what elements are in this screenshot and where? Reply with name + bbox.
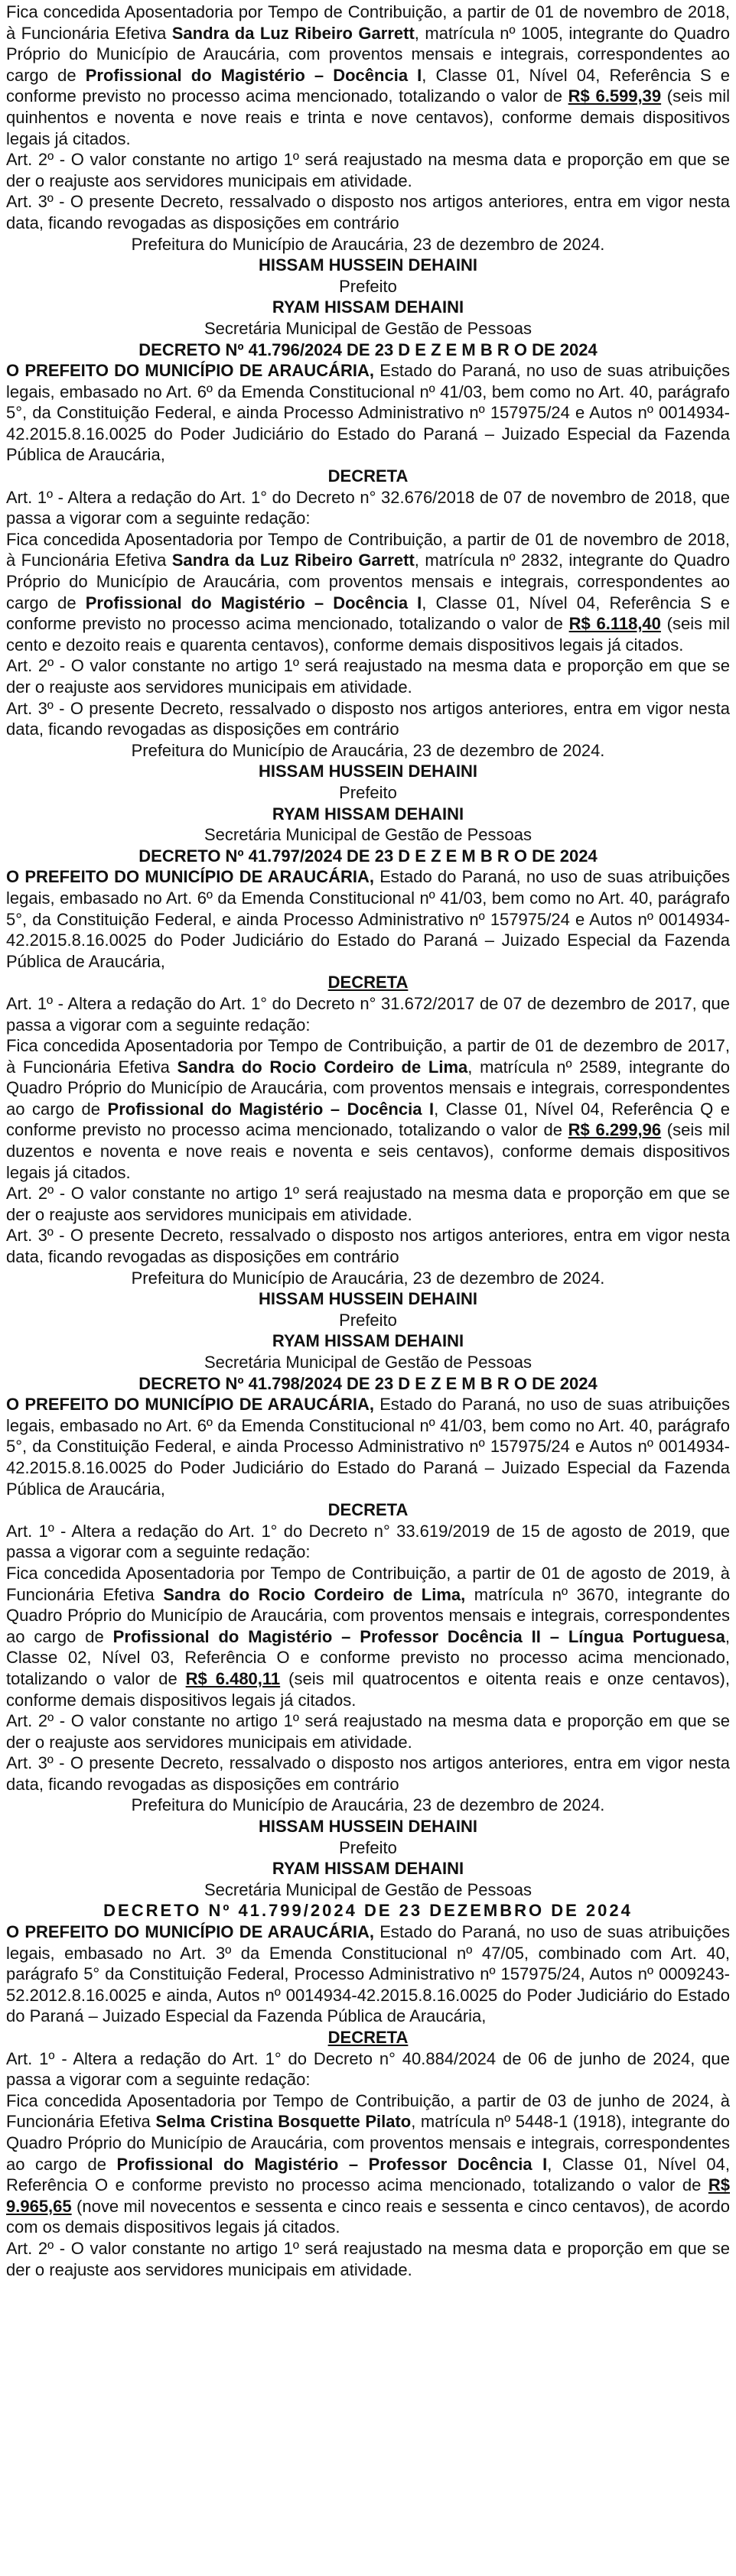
centered-line	[6, 1310, 730, 1331]
text-run: (seis mil quatrocentos e oitenta reais e onze centavos), conforme demais dispositivos legais já citados.	[6, 1668, 730, 1710]
text-run: Art. 3º - O presente Decreto, ressalvado o disposto nos artigos anteriores, entra em vigor nesta data, ficando revogadas as disposições em contrário	[6, 1753, 730, 1794]
text-run: , Classe 01, Nível 04, Referência S e conforme previsto no processo acima mencionado, totalizando o valor de	[6, 65, 731, 106]
text-run: Secretária Municipal de Gestão de Pessoas	[204, 1353, 532, 1372]
text-run: (nove mil novecentos e sessenta e cinco reais e sessenta e cinco centavos), de acordo com os demais dispositivos legais já citados.	[6, 2196, 730, 2237]
text-run: DECRETA	[327, 466, 409, 486]
paragraph	[6, 1563, 730, 1710]
text-run: HISSAM HUSSEIN DEHAINI	[258, 762, 478, 781]
paragraph	[6, 1921, 730, 2027]
text-run: Prefeito	[339, 1837, 397, 1857]
paragraph	[6, 866, 730, 972]
centered-line	[6, 740, 730, 762]
paragraph	[6, 529, 730, 656]
text-run: DECRETA	[327, 973, 409, 992]
text-run: HISSAM HUSSEIN DEHAINI	[258, 1289, 478, 1309]
text-run: RYAM HISSAM DEHAINI	[272, 1859, 464, 1879]
paragraph	[6, 2090, 730, 2238]
text-run: HISSAM HUSSEIN DEHAINI	[258, 1817, 478, 1837]
paragraph	[6, 1394, 730, 1499]
text-run: Fica concedida Aposentadoria por Tempo de Contribuição, a partir de 01 de dezembro de 2017, à Funcionária Efetiva	[6, 1036, 730, 1077]
centered-line	[6, 1795, 730, 1816]
centered-line	[6, 1352, 730, 1373]
text-run: DECRETO Nº 41.797/2024 DE 23 D E Z E M B R O DE 2024	[138, 846, 598, 866]
text-run: , Classe 01, Nível 04, Referência Q e conforme previsto no processo acima mencionado, totalizando o valor de	[6, 1099, 731, 1140]
text-run: Sandra da Luz Ribeiro Garrett	[171, 551, 415, 570]
text-run: Fica concedida Aposentadoria por Tempo de Contribuição, a partir de 01 de novembro de 2018, à Funcionária Efetiva	[6, 529, 730, 570]
text-run: , matrícula nº 2589, integrante do Quadro Próprio do Município de Araucária, com proventos mensais e integrais, correspondentes ao cargo de	[6, 1057, 730, 1119]
centered-line	[6, 1330, 730, 1352]
centered-line	[6, 234, 730, 255]
text-run: DECRETA	[327, 1500, 409, 1520]
text-run: (seis mil quinhentos e noventa e nove reais e trinta e nove centavos), conforme demais dispositivos legais já citados.	[6, 86, 731, 148]
text-run: Prefeitura do Município de Araucária, 23 de dezembro de 2024.	[131, 234, 605, 254]
paragraph	[6, 191, 730, 233]
text-run: Prefeitura do Município de Araucária, 23 de dezembro de 2024.	[131, 1268, 605, 1288]
text-run: , Classe 01, Nível 04, Referência S e conforme previsto no processo acima mencionado, totalizando o valor de	[6, 593, 731, 634]
centered-line	[6, 339, 730, 361]
paragraph	[6, 1710, 730, 1753]
text-run: RYAM HISSAM DEHAINI	[272, 1331, 464, 1351]
text-run: Estado do Paraná, no uso de suas atribuições legais, embasado no Art. 6º da Emenda Constitucional nº 41/03, bem como no Art. 40, parágrafo 5°, da Constituição Federal, e ainda Processo Administrativo nº 157975/24 e Autos nº 0014934-42.2015.8.16.0025 do Poder Judiciário do Estado do Paraná – Juizado Especial da Fazenda Pública de Araucária,	[6, 1395, 730, 1499]
text-run: Prefeito	[339, 276, 397, 296]
centered-line	[6, 804, 730, 825]
text-run: HISSAM HUSSEIN DEHAINI	[258, 255, 478, 275]
paragraph	[6, 149, 730, 191]
text-run: (seis mil cento e dezoito reais e quarenta centavos), conforme demais dispositivos legais já citados.	[6, 614, 730, 655]
text-run: Profissional do Magistério – Docência I	[85, 593, 422, 612]
paragraph	[6, 360, 730, 466]
centered-line	[6, 2027, 730, 2048]
text-run: , Classe 02, Nível 03, Referência O e conforme previsto no processo acima mencionado, totalizando o valor de	[6, 1626, 731, 1688]
centered-line	[6, 276, 730, 297]
text-run: R$ 6.118,40	[568, 614, 661, 634]
text-run: Estado do Paraná, no uso de suas atribuições legais, embasado no Art. 6º da Emenda Constitucional nº 41/03, bem como no Art. 40, parágrafo 5°, da Constituição Federal, e ainda Processo Administrativo nº 157975/24 e Autos nº 0014934-42.2015.8.16.0025 do Poder Judiciário do Estado do Paraná – Juizado Especial da Fazenda Pública de Araucária,	[6, 867, 730, 971]
paragraph	[6, 993, 730, 1035]
centered-line	[6, 1900, 730, 1921]
text-run: Art. 2º - O valor constante no artigo 1º será reajustado na mesma data e proporção em que se der o reajuste aos servidores municipais em atividade.	[6, 1711, 730, 1752]
text-run: Prefeitura do Município de Araucária, 23 de dezembro de 2024.	[131, 1795, 605, 1815]
text-run: RYAM HISSAM DEHAINI	[272, 297, 464, 317]
text-run: Secretária Municipal de Gestão de Pessoas	[204, 825, 532, 845]
paragraph	[6, 1035, 730, 1183]
text-run: Art. 2º - O valor constante no artigo 1º será reajustado na mesma data e proporção em que se der o reajuste aos servidores municipais em atividade.	[6, 2238, 730, 2279]
text-run: Art. 3º - O presente Decreto, ressalvado o disposto nos artigos anteriores, entra em vigor nesta data, ficando revogadas as disposições em contrário	[6, 1226, 730, 1267]
centered-line	[6, 255, 730, 276]
paragraph	[6, 1521, 730, 1563]
centered-line	[6, 782, 730, 804]
paragraph	[6, 698, 730, 740]
text-run: O PREFEITO DO MUNICÍPIO DE ARAUCÁRIA,	[6, 1395, 374, 1415]
text-run: Sandra do Rocio Cordeiro de Lima,	[163, 1584, 466, 1604]
text-run: Profissional do Magistério – Professor Docência I	[116, 2154, 548, 2174]
text-run: Art. 1º - Altera a redação do Art. 1° do Decreto n° 33.619/2019 de 15 de agosto de 2019, que passa a vigorar com a seguinte redação:	[6, 1521, 730, 1562]
text-run: Art. 2º - O valor constante no artigo 1º será reajustado na mesma data e proporção em que se der o reajuste aos servidores municipais em atividade.	[6, 656, 730, 697]
text-run: RYAM HISSAM DEHAINI	[272, 804, 464, 823]
text-run: Sandra da Luz Ribeiro Garrett	[171, 23, 415, 43]
text-run: DECRETO Nº 41.798/2024 DE 23 D E Z E M B R O DE 2024	[138, 1373, 598, 1393]
text-run: Selma Cristina Bosquette Pilato	[155, 2112, 412, 2132]
paragraph	[6, 2238, 730, 2280]
text-run: , Classe 01, Nível 04, Referência O e conforme previsto no processo acima mencionado, totalizando o valor de	[6, 2154, 730, 2195]
text-run: Secretária Municipal de Gestão de Pessoas	[204, 318, 532, 338]
centered-line	[6, 466, 730, 487]
centered-line	[6, 297, 730, 318]
centered-line	[6, 1837, 730, 1859]
centered-line	[6, 318, 730, 339]
text-run: O PREFEITO DO MUNICÍPIO DE ARAUCÁRIA,	[6, 361, 374, 381]
text-run: Art. 2º - O valor constante no artigo 1º será reajustado na mesma data e proporção em que se der o reajuste aos servidores municipais em atividade.	[6, 150, 730, 190]
text-run: DECRETO Nº 41.796/2024 DE 23 D E Z E M B R O DE 2024	[138, 339, 598, 359]
text-run: Profissional do Magistério – Professor Docência II – Língua Portuguesa	[112, 1626, 725, 1646]
centered-line	[6, 761, 730, 782]
paragraph	[6, 1753, 730, 1795]
centered-line	[6, 1858, 730, 1879]
centered-line	[6, 1288, 730, 1310]
centered-line	[6, 972, 730, 993]
text-run: Estado do Paraná, no uso de suas atribuições legais, embasado no Art. 6º da Emenda Constitucional nº 41/03, bem como no Art. 40, parágrafo 5°, da Constituição Federal, e ainda Processo Administrativo nº 157975/24 e Autos nº 0014934-42.2015.8.16.0025 do Poder Judiciário do Estado do Paraná – Juizado Especial da Fazenda Pública de Araucária,	[6, 361, 730, 465]
text-run: , matrícula nº 2832, integrante do Quadro Próprio do Município de Araucária, com proventos mensais e integrais, correspondentes ao cargo de	[6, 551, 730, 612]
text-run: Art. 2º - O valor constante no artigo 1º será reajustado na mesma data e proporção em que se der o reajuste aos servidores municipais em atividade.	[6, 1184, 730, 1224]
paragraph	[6, 2, 730, 149]
centered-line	[6, 846, 730, 867]
centered-line	[6, 1268, 730, 1289]
text-run: Profissional do Magistério – Docência I	[107, 1099, 435, 1119]
text-run: Prefeitura do Município de Araucária, 23 de dezembro de 2024.	[131, 740, 605, 760]
centered-line	[6, 1879, 730, 1901]
text-run: Estado do Paraná, no uso de suas atribuições legais, embasado no Art. 3º da Emenda Constitucional nº 47/05, combinado com Art. 40, parágrafo 5° da Constituição Federal, Processo Administrativo nº 157975/24, Autos nº 0009243-52.2012.8.16.0025 e ainda, Autos nº 0014934-42.2015.8.16.0025 do Poder Judiciário do Estado do Paraná – Juizado Especial da Fazenda Pública de Araucária,	[6, 1922, 730, 2026]
text-run: Fica concedida Aposentadoria por Tempo de Contribuição, a partir de 01 de agosto de 2019, à Funcionária Efetiva	[6, 1563, 730, 1604]
text-run: R$ 9.965,65	[6, 2175, 730, 2216]
paragraph	[6, 487, 730, 529]
text-run: Fica concedida Aposentadoria por Tempo de Contribuição, a partir de 03 de junho de 2024, à Funcionária Efetiva	[6, 2090, 730, 2132]
paragraph	[6, 1183, 730, 1225]
text-run: Fica concedida Aposentadoria por Tempo de Contribuição, a partir de 01 de novembro de 2018, à Funcionária Efetiva	[6, 2, 730, 43]
text-run: Art. 3º - O presente Decreto, ressalvado o disposto nos artigos anteriores, entra em vigor nesta data, ficando revogadas as disposições em contrário	[6, 698, 730, 739]
paragraph	[6, 1225, 730, 1267]
text-run: R$ 6.480,11	[185, 1668, 281, 1688]
paragraph	[6, 655, 730, 697]
text-run: Art. 1º - Altera a redação do Art. 1° do Decreto n° 31.672/2017 de 07 de dezembro de 2017, que passa a vigorar com a seguinte redação:	[6, 993, 730, 1035]
text-run: DECRETO Nº 41.799/2024 DE 23 DEZEMBRO DE 2024	[103, 1901, 633, 1921]
centered-line	[6, 1373, 730, 1395]
text-run: Art. 1º - Altera a redação do Art. 1° do Decreto n° 40.884/2024 de 06 de junho de 2024, que passa a vigorar com a seguinte redação:	[6, 2048, 730, 2090]
text-run: DECRETA	[327, 2028, 409, 2047]
text-run: matrícula nº 3670, integrante do Quadro Próprio do Município de Araucária, com proventos mensais e integrais, correspondentes ao cargo de	[6, 1584, 730, 1646]
centered-line	[6, 824, 730, 846]
text-run: O PREFEITO DO MUNICÍPIO DE ARAUCÁRIA,	[6, 1922, 374, 1942]
text-run: Art. 1º - Altera a redação do Art. 1° do Decreto n° 32.676/2018 de 07 de novembro de 2018, que passa a vigorar com a seguinte redação:	[6, 487, 730, 528]
text-run: R$ 6.299,96	[568, 1120, 662, 1140]
text-run: Art. 3º - O presente Decreto, ressalvado o disposto nos artigos anteriores, entra em vigor nesta data, ficando revogadas as disposições em contrário	[6, 192, 730, 232]
centered-line	[6, 1816, 730, 1837]
text-run: (seis mil duzentos e noventa e nove reais e noventa e seis centavos), conforme demais dispositivos legais já citados.	[6, 1120, 731, 1182]
text-run: R$ 6.599,39	[568, 86, 662, 106]
text-run: Sandra do Rocio Cordeiro de Lima	[177, 1057, 468, 1077]
text-run: Secretária Municipal de Gestão de Pessoas	[204, 1879, 532, 1899]
text-run: , matrícula nº 5448-1 (1918), integrante do Quadro Próprio do Município de Araucária, com proventos mensais e integrais, correspondentes ao cargo de	[6, 2112, 731, 2174]
paragraph	[6, 2048, 730, 2090]
text-run: Prefeito	[339, 782, 397, 802]
text-run: , matrícula nº 1005, integrante do Quadro Próprio do Município de Araucária, com proventos mensais e integrais, correspondentes ao cargo de	[6, 23, 730, 85]
centered-line	[6, 1499, 730, 1521]
text-run: O PREFEITO DO MUNICÍPIO DE ARAUCÁRIA,	[6, 867, 374, 887]
text-run: Profissional do Magistério – Docência I	[85, 65, 422, 85]
text-run: Prefeito	[339, 1310, 397, 1330]
